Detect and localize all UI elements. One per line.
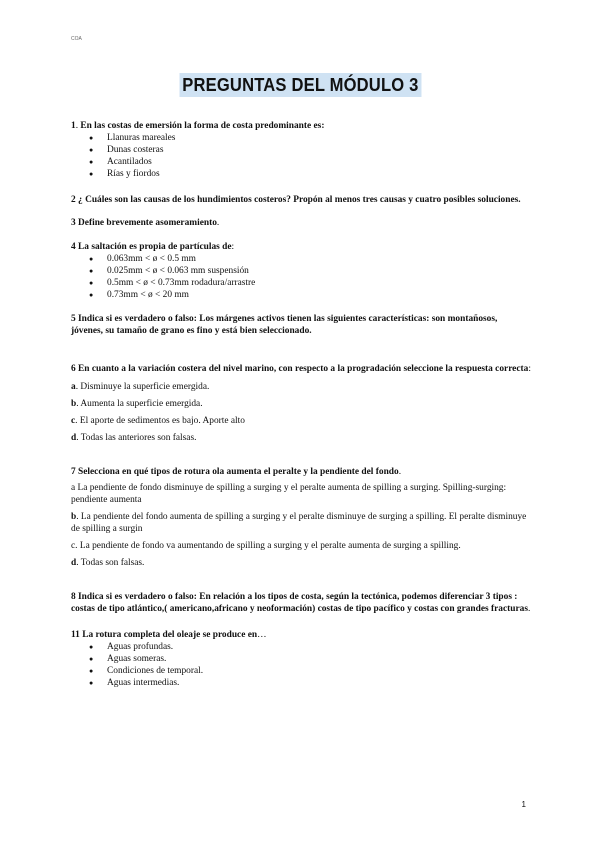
list-item: ● Acantilados [107, 156, 531, 168]
list-item: ● Aguas someras. [107, 653, 531, 665]
question-6-option-a: a. Disminuye la superficie emergida. [71, 382, 210, 392]
question-7: 7 Selecciona en qué tipos de rotura ola aumenta el peralte y la pendiente del fondo. [71, 467, 402, 477]
page-title: PREGUNTAS DEL MÓDULO 3 [179, 73, 421, 97]
question-1-options [71, 132, 531, 180]
page-header: COA [71, 36, 82, 42]
question-7-option-b: b. La pendiente del fondo aumenta de spilling a surging y el peralte disminuye de surging a spilling. El peralte disminuye de spilling a surgin [71, 512, 527, 534]
question-4: 4 La saltación es propia de partículas de: [71, 242, 235, 252]
question-6-option-b: b. Aumenta la superficie emergida. [71, 399, 203, 409]
question-8: 8 Indica si es verdadero o falso: En relación a los tipos de costa, según la tectónica, podemos diferenciar 3 tipos : costas de tipo atlántico,( americano,africano y neoformación) costas de tipo pacífico y costas con grandes fracturas. [71, 592, 531, 614]
question-6-option-d: d. Todas las anteriores son falsas. [71, 433, 197, 443]
question-1: 1. En las costas de emersión la forma de costa predominante es: [71, 121, 325, 131]
question-7-text: 7 Selecciona en qué tipos de rotura ola aumenta el peralte y la pendiente del fondo [71, 467, 399, 477]
question-3-text: 3 Define brevemente asomeramiento [71, 218, 217, 228]
question-7-option-d: d. Todas son falsas. [71, 558, 145, 568]
question-7-option-a: a La pendiente de fondo disminuye de spilling a surging y el peralte aumenta de spilling a surging. Spilling-surging: pendiente aumenta [71, 483, 507, 505]
list-item: ● Aguas intermedias. [107, 677, 531, 689]
question-1-text: En las costas de emersión la forma de costa predominante es: [80, 121, 325, 131]
list-item: ● Dunas costeras [107, 144, 531, 156]
question-6: 6 En cuanto a la variación costera del nivel marino, con respecto a la progradación seleccione la respuesta correcta: [71, 364, 531, 374]
question-11-text: 11 La rotura completa del oleaje se produce en [71, 630, 258, 640]
question-11: 11 La rotura completa del oleaje se produce en… [71, 630, 267, 640]
list-item: ● 0.025mm < ø < 0.063 mm suspensión [107, 265, 531, 277]
question-3: 3 Define brevemente asomeramiento. [71, 218, 220, 228]
list-item: ● 0.5mm < ø < 0.73mm rodadura/arrastre [107, 277, 531, 289]
list-item: ● 0.063mm < ø < 0.5 mm [107, 253, 531, 265]
title-container [0, 73, 600, 97]
list-item: ● Rías y fiordos [107, 168, 531, 180]
list-item: ● 0.73mm < ø < 20 mm [107, 289, 531, 301]
question-6-text: 6 En cuanto a la variación costera del nivel marino, con respecto a la progradación seleccione la respuesta correcta [71, 364, 529, 374]
question-2: 2 ¿ Cuáles son las causas de los hundimientos costeros? Propón al menos tres causas y cuatro posibles soluciones. [71, 195, 521, 205]
question-11-options [71, 641, 531, 689]
list-item: ● Aguas profundas. [107, 641, 531, 653]
page-number: 1 [521, 800, 526, 809]
question-4-text: 4 La saltación es propia de partículas de [71, 242, 232, 252]
question-8-text: 8 Indica si es verdadero o falso: En relación a los tipos de costa, según la tectónica, podemos diferenciar 3 tipos : costas de tipo atlántico,( americano,africano y neoformación) costas de tipo pacífico y costas con grandes fracturas [71, 592, 528, 614]
question-5: 5 Indica si es verdadero o falso: Los márgenes activos tienen las siguientes características: son montañosos, jóvenes, su tamaño de grano es fino y está bien seleccionado. [71, 314, 498, 336]
question-1-number: 1 [71, 121, 76, 131]
question-7-option-c: c. La pendiente de fondo va aumentando de spilling a surging y el peralte aumenta de surging a spilling. [71, 541, 461, 551]
question-6-option-c: c. El aporte de sedimentos es bajo. Aporte alto [71, 416, 245, 426]
list-item: ● Condiciones de temporal. [107, 665, 531, 677]
question-4-options [71, 253, 531, 301]
questions-content [71, 118, 531, 689]
list-item: ● Llanuras mareales [107, 132, 531, 144]
